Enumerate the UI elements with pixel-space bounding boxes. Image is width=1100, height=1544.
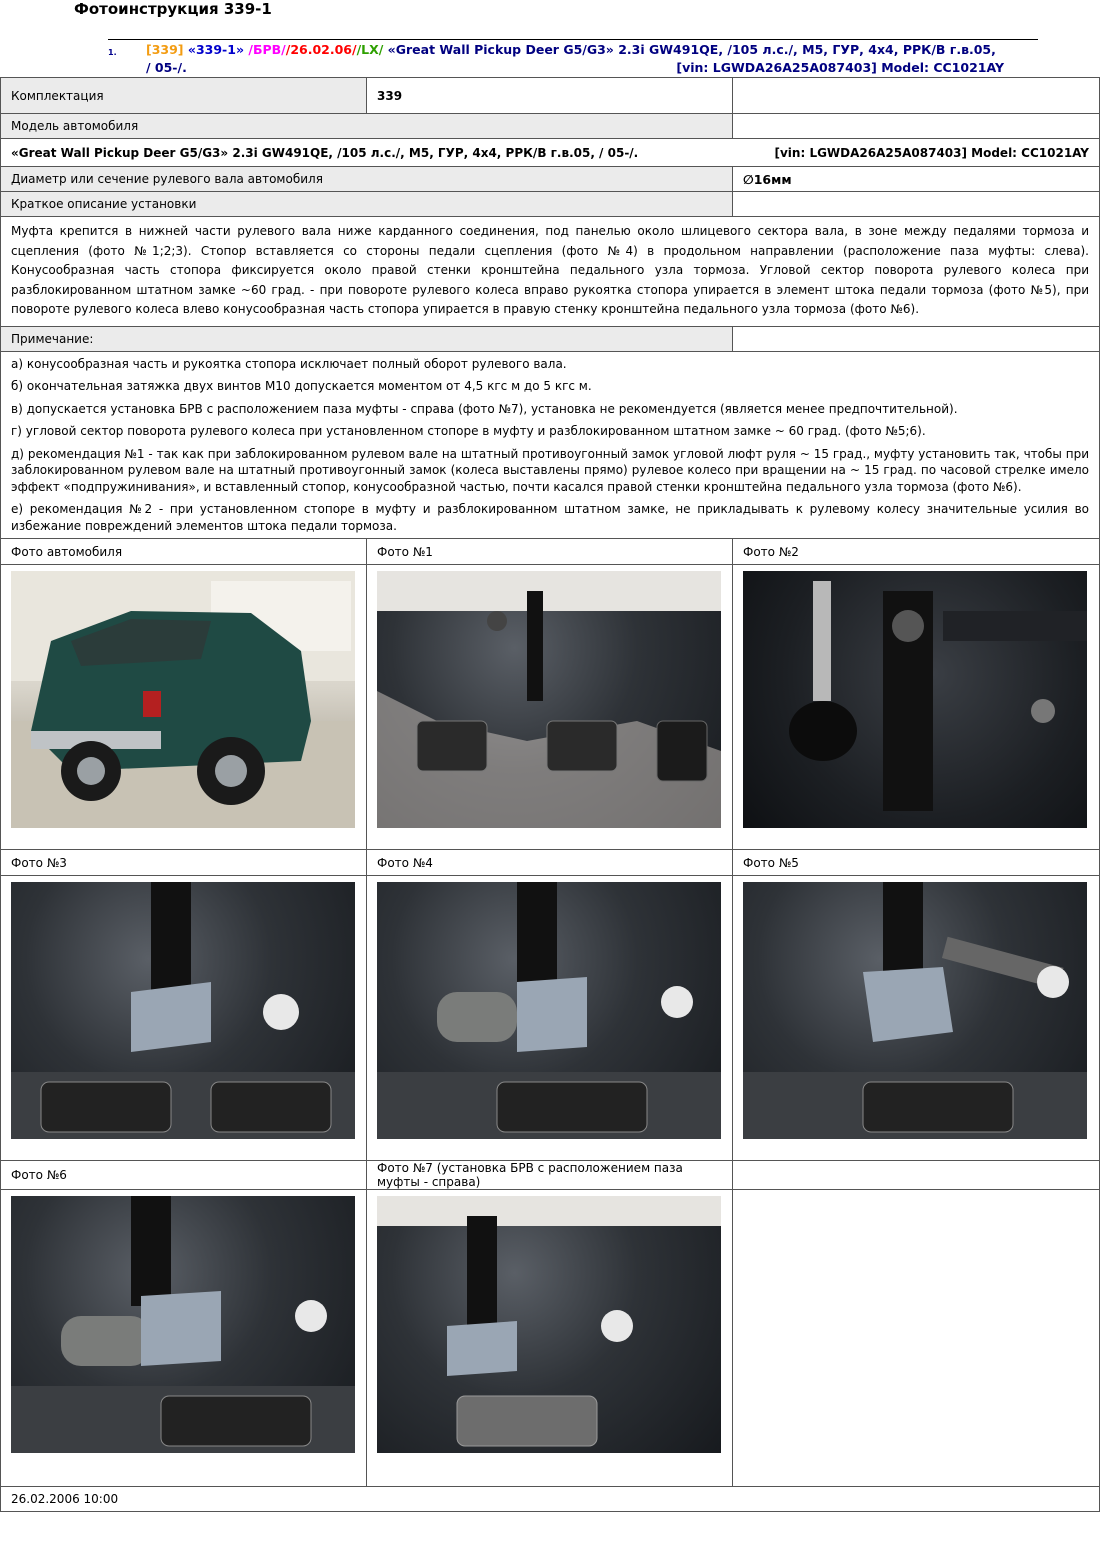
document-title: Фотоинструкция 339-1: [74, 0, 272, 18]
photo-label-7: Фото №7 (установка БРВ с расположением паза муфты - справа): [367, 1161, 733, 1190]
photo-cell-7: [367, 1190, 733, 1487]
header-date: /26.02.06/: [285, 42, 357, 57]
instruction-table: [0, 77, 1100, 1512]
shaft-value: ∅16мм: [733, 167, 1100, 192]
photo-label-6: Фото №6: [1, 1161, 367, 1190]
empty-cell: [733, 192, 1100, 217]
photo-label-4: Фото №4: [367, 850, 733, 876]
photo-label-5: Фото №5: [733, 850, 1100, 876]
photo-label-1: Фото №1: [367, 539, 733, 565]
note-e: д) рекомендация №1 - так как при заблокированном рулевом вале на штатный противоугонный замок угловой люфт руля ~ 15 град., муфту установить так, чтобы при заблокированном рулевом вале на штатный противоугонный замок (колеса выставлены прямо) рулевое колесо при вращении на ~ 15 град. по часовой стрелке имело эффект «подпружинивания», и вставленный стопор, конусообразной частью, почти касался правой стенки кронштейна педального узла тормоза (фото №6).: [11, 446, 1089, 494]
car-vin: [vin: LGWDA26A25A087403] Model: CC1021AY: [774, 145, 1089, 160]
photo-5: [743, 882, 1087, 1139]
photo-cell-3: [1, 876, 367, 1161]
photo-cell-5: [733, 876, 1100, 1161]
header-type: /БРВ/: [248, 42, 286, 57]
header-code: [339]: [146, 42, 184, 57]
kit-value: 339: [367, 78, 733, 114]
header-line: [108, 42, 1038, 75]
empty-cell: [733, 326, 1100, 351]
header-car-cont: / 05-/.: [146, 60, 187, 75]
model-label: Модель автомобиля: [1, 114, 733, 139]
photo-cell-4: [367, 876, 733, 1161]
photo-3: [11, 882, 355, 1139]
list-number: 1.: [108, 48, 117, 57]
empty-cell: [733, 114, 1100, 139]
photo-cell-2: [733, 565, 1100, 850]
photo-cell-car: [1, 565, 367, 850]
car-description: [1, 139, 1100, 167]
empty-cell: [733, 1161, 1100, 1190]
photo-6: [11, 1196, 355, 1453]
photo-cell-6: [1, 1190, 367, 1487]
photo-label-2: Фото №2: [733, 539, 1100, 565]
photo-label-car: Фото автомобиля: [1, 539, 367, 565]
kit-label: Комплектация: [1, 78, 367, 114]
header-vin: [vin: LGWDA26A25A087403] Model: CC1021AY: [676, 60, 1004, 75]
shaft-label: Диаметр или сечение рулевого вала автомобиля: [1, 167, 733, 192]
installation-description: Муфта крепится в нижней части рулевого вала ниже карданного соединения, под панелью около шлицевого сектора вала, в зоне между педалями тормоза и сцепления (фото №1;2;3). Стопор вставляется со стороны педали сцепления (фото №4) в продольном направлении (расположение паза муфты: слева). Конусообразная часть стопора фиксируется около правой стенки кронштейна педального узла тормоза. Угловой сектор поворота рулевого колеса при разблокированном штатном замке ~60 град. - при повороте рулевого колеса вправо рукоятка стопора упирается в элемент штока педали тормоза (фото №5), при повороте рулевого колеса влево конусообразная часть стопора упирается в правую стенку кронштейна педального узла тормоза (фото №6).: [1, 217, 1100, 327]
header-car: «Great Wall Pickup Deer G5/G3» 2.3i GW491QE, /105 л.с./, M5, ГУР, 4x4, РРК/В г.в.05,: [387, 42, 996, 57]
car-photo: [11, 571, 355, 828]
photo-4: [377, 882, 721, 1139]
car-model: «Great Wall Pickup Deer G5/G3» 2.3i GW491QE, /105 л.с./, M5, ГУР, 4x4, РРК/В г.в.05, / 05-/.: [11, 145, 639, 160]
notes-block: [1, 351, 1100, 539]
header-ref: «339-1»: [187, 42, 245, 57]
timestamp: 26.02.2006 10:00: [1, 1487, 1100, 1512]
empty-cell: [733, 1190, 1100, 1487]
empty-cell: [733, 78, 1100, 114]
photo-cell-1: [367, 565, 733, 850]
header-trim: /LX/: [356, 42, 384, 57]
note-a: а) конусообразная часть и рукоятка стопора исключает полный оборот рулевого вала.: [11, 356, 567, 371]
note-c: в) допускается установка БРВ с расположением паза муфты - справа (фото №7), установка не рекомендуется (является менее предпочтительной).: [11, 401, 958, 416]
photo-2: [743, 571, 1087, 828]
photo-label-3: Фото №3: [1, 850, 367, 876]
photo-1: [377, 571, 721, 828]
note-label: Примечание:: [1, 326, 733, 351]
note-b: б) окончательная затяжка двух винтов М10 допускается моментом от 4,5 кгс м до 5 кгс м.: [11, 379, 592, 393]
divider: [108, 39, 1038, 40]
note-d: г) угловой сектор поворота рулевого колеса при установленном стопоре в муфту и разблокированном штатном замке ~ 60 град. (фото №5;6).: [11, 424, 926, 438]
photo-7: [377, 1196, 721, 1453]
note-f: е) рекомендация №2 - при установленном стопоре в муфту и разблокированном штатном замке, не прикладывать к рулевому колесу значительные усилия во избежание повреждений элементов штока педали тормоза.: [11, 502, 1089, 533]
brief-label: Краткое описание установки: [1, 192, 733, 217]
